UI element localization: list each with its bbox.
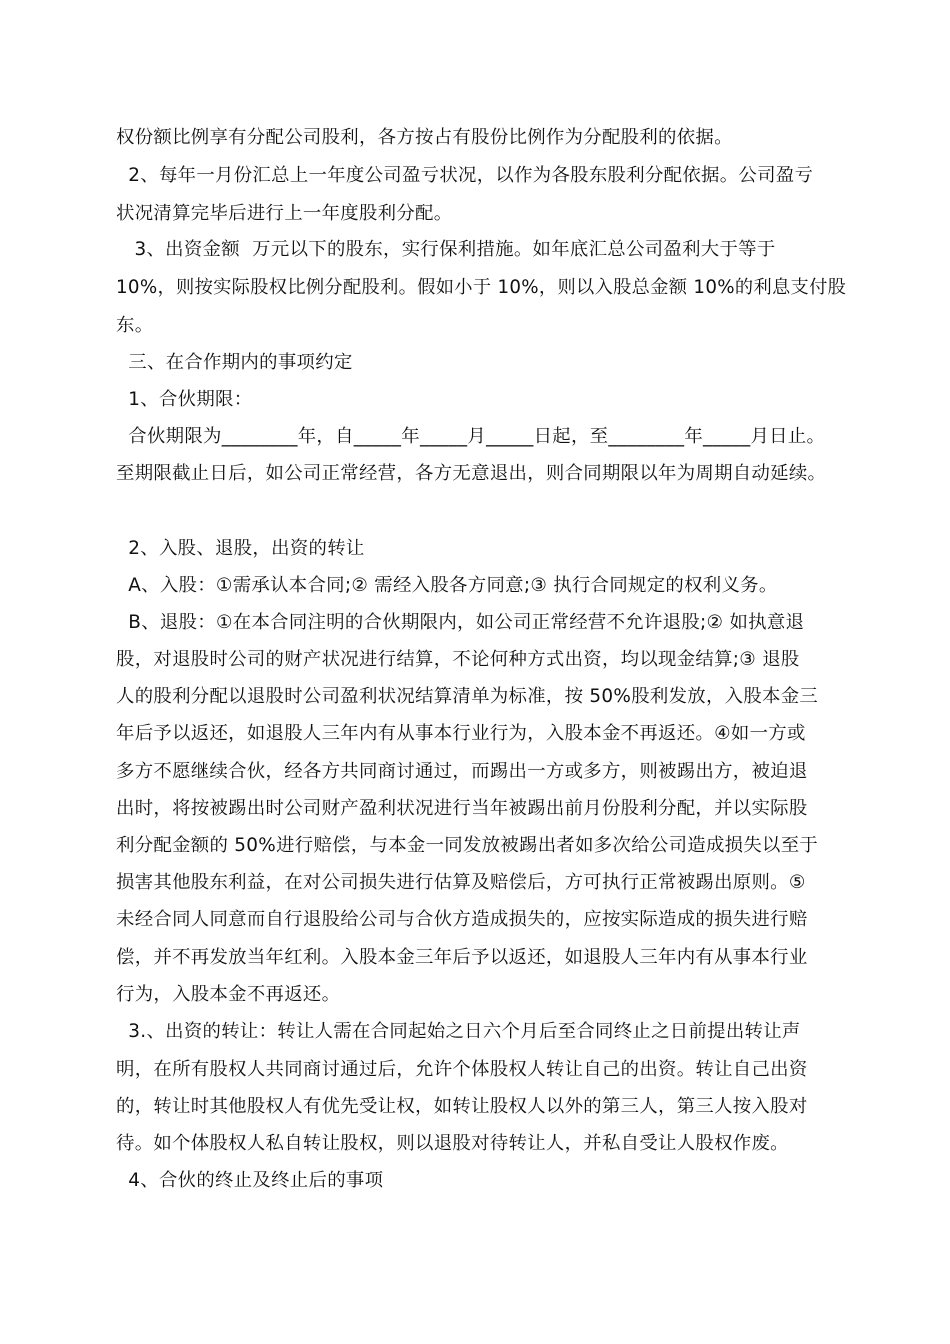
text-line: 的，转让时其他股权人有优先受让权，如转让股权人以外的第三人，第三人按入股对 [116, 1096, 808, 1117]
text-line: 人的股利分配以退股时公司盈利状况结算清单为标准，按 50%股利发放，入股本金三 [116, 686, 819, 707]
text-line: 年后予以返还，如退股人三年内有从事本行业行为，入股本金不再返还。④如一方或 [116, 723, 806, 744]
section-heading: 三、在合作期内的事项约定 [116, 352, 353, 373]
text-line: 合伙期限为________年，自_____年_____月_____日起，至________年_____月日止。 [116, 426, 826, 447]
text-line: 待。如个体股权人私自转让股权，则以退股对待转让人，并私自受让人股权作废。 [116, 1133, 789, 1154]
text-line: 2、入股、退股，出资的转让 [116, 538, 365, 559]
text-line: 东。 [116, 315, 154, 336]
text-line: 4、合伙的终止及终止后的事项 [116, 1170, 384, 1191]
text-line: 多方不愿继续合伙，经各方共同商讨通过，而踢出一方或多方，则被踢出方，被迫退 [116, 761, 808, 782]
text-line: 1、合伙期限： [116, 389, 253, 410]
text-line: 至期限截止日后，如公司正常经营，各方无意退出，则合同期限以年为周期自动延续。 [116, 463, 827, 484]
text-line: 损害其他股东利益，在对公司损失进行估算及赔偿后，方可执行正常被踢出原则。⑤ [116, 872, 806, 893]
text-line: A、入股：①需承认本合同;② 需经入股各方同意;③ 执行合同规定的权利义务。 [116, 575, 778, 596]
text-line: 状况清算完毕后进行上一年度股利分配。 [116, 203, 453, 224]
text-line: 出时，将按被踢出时公司财产盈利状况进行当年被踢出前月份股利分配，并以实际股 [116, 798, 808, 819]
text-line: 10%，则按实际股权比例分配股利。假如小于 10%，则以入股总金额 10%的利息支付股 [116, 277, 847, 298]
text-line: 明，在所有股权人共同商讨通过后，允许个体股权人转让自己的出资。转让自己出资 [116, 1059, 808, 1080]
text-line: 行为，入股本金不再返还。 [116, 984, 341, 1005]
text-line: B、退股：①在本合同注明的合伙期限内，如公司正常经营不允许退股;② 如执意退 [116, 612, 805, 633]
text-line: 偿，并不再发放当年红利。入股本金三年后予以返还，如退股人三年内有从事本行业 [116, 947, 808, 968]
text-line: 3.、出资的转让：转让人需在合同起始之日六个月后至合同终止之日前提出转让声 [116, 1021, 801, 1042]
text-line: 股，对退股时公司的财产状况进行结算，不论何种方式出资，均以现金结算;③ 退股 [116, 649, 800, 670]
text-line: 权份额比例享有分配公司股利，各方按占有股份比例作为分配股利的依据。 [116, 127, 733, 148]
text-line: 利分配金额的 50%进行赔偿，与本金一同发放被踢出者如多次给公司造成损失以至于 [116, 835, 819, 856]
text-line: 2、每年一月份汇总上一年度公司盈亏状况，以作为各股东股利分配依据。公司盈亏 [116, 165, 814, 186]
text-line: 3、出资金额 万元以下的股东，实行保利措施。如年底汇总公司盈利大于等于 [116, 239, 776, 260]
text-line: 未经合同人同意而自行退股给公司与合伙方造成损失的，应按实际造成的损失进行赔 [116, 909, 808, 930]
